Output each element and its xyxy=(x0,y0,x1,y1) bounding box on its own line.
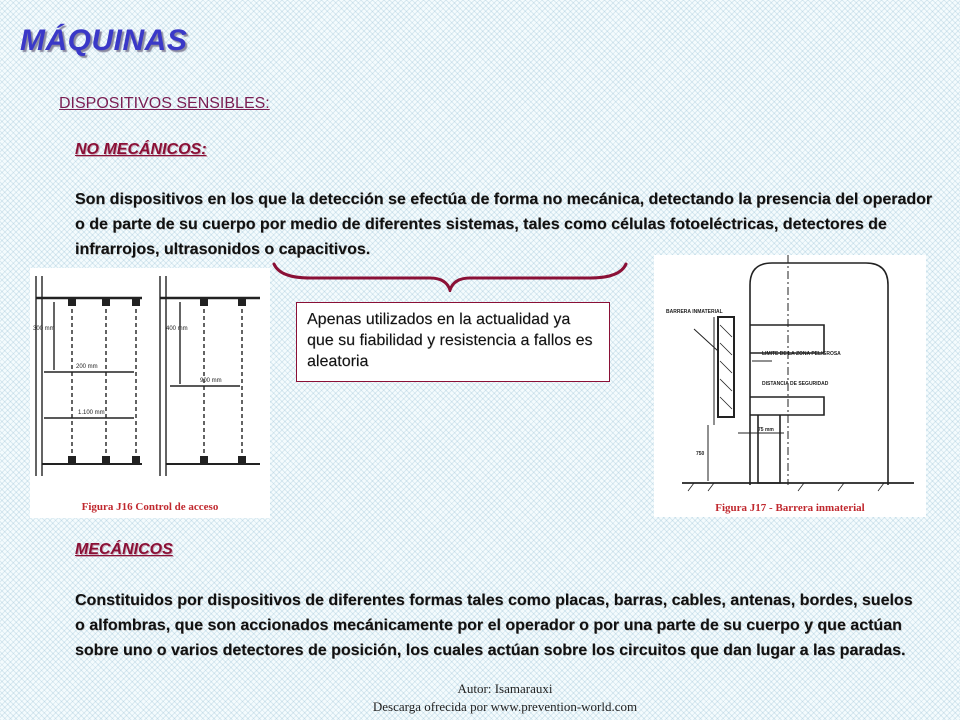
fig17-label: DISTANCIA DE SEGURIDAD xyxy=(762,381,829,387)
fig16-label: 300 mm xyxy=(33,326,55,332)
fig16-label: 200 mm xyxy=(76,364,98,370)
figure-j16 xyxy=(30,268,270,518)
note-box: Apenas utilizados en la actualidad ya que su fiabilidad y resistencia a fallos es aleatoria xyxy=(296,302,610,382)
figure-j17 xyxy=(654,255,926,517)
fig16-label: 900 mm xyxy=(200,378,222,384)
curly-brace xyxy=(270,258,630,292)
footer xyxy=(0,680,960,716)
non-mechanical-paragraph: Son dispositivos en los que la detección se efectúa de forma no mecánica, detectando la presencia del operador o de parte de su cuerpo por medio de diferentes sistemas, tales como células fotoeléctricas, detectores de infrarrojos, ultrasonidos o capacitivos. xyxy=(75,191,933,258)
figure-j16-caption: Figura J16 Control de acceso xyxy=(81,501,219,513)
fig17-label: LIMITE DE LA ZONA PELIGROSA xyxy=(762,351,841,357)
mechanical-paragraph: Constituidos por dispositivos de diferentes formas tales como placas, barras, cables, antenas, bordes, suelos o alfombras, que son accionados mecánicamente por el operador o por una parte de su cuerpo y que actúan sobre uno o varios detectores de posición, los cuales actúan sobre los circuitos que dan lugar a las paradas. xyxy=(75,592,913,659)
page-title: MÁQUINAS xyxy=(20,24,188,57)
figure-j17-caption: Figura J17 - Barrera inmaterial xyxy=(715,502,865,514)
access-control-drawing xyxy=(30,268,270,498)
fig17-label: BARRERA INMATERIAL xyxy=(666,309,723,315)
light-curtain-drawing xyxy=(654,255,926,495)
fig16-label: 400 mm xyxy=(166,326,188,332)
fig17-label: 75 mm xyxy=(758,427,774,433)
fig16-label: 1.100 mm xyxy=(78,410,105,416)
footer-author: Autor: Isamarauxi xyxy=(457,681,553,696)
fig17-label: 750 xyxy=(696,451,705,457)
mechanical-heading: MECÁNICOS xyxy=(75,541,173,558)
section-subtitle: DISPOSITIVOS SENSIBLES: xyxy=(59,95,270,112)
non-mechanical-heading: NO MECÁNICOS: xyxy=(75,141,207,158)
footer-download-link[interactable]: Descarga ofrecida por www.prevention-world.com xyxy=(372,699,638,714)
